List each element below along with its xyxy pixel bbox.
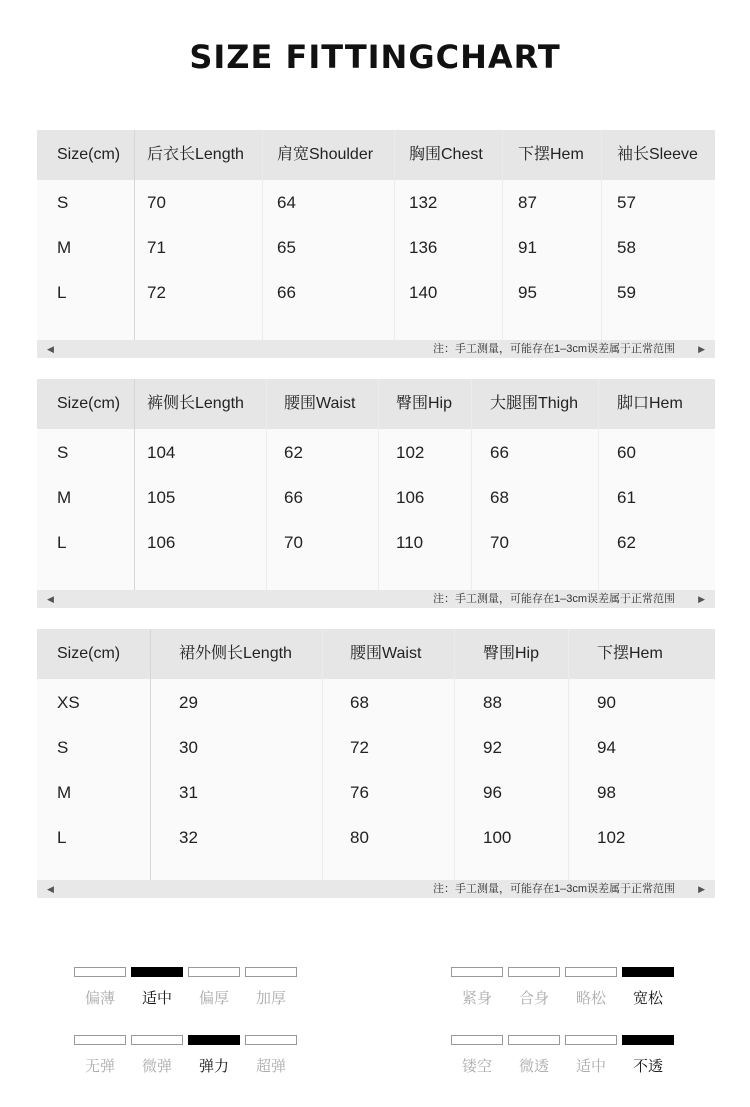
scale-label: 偏厚 (198, 990, 229, 1007)
scale-label: 不透 (632, 1058, 663, 1075)
scale-label: 适中 (575, 1058, 606, 1075)
column-divider (262, 130, 263, 340)
table-header (37, 629, 715, 679)
column-header: 袖长Sleeve (617, 146, 698, 163)
size-label: L (57, 283, 67, 302)
column-header: 大腿围Thigh (490, 395, 579, 412)
scale-segment (188, 1035, 240, 1045)
table-cell: 102 (597, 828, 626, 847)
table-cell: 106 (396, 488, 425, 507)
table-header (37, 379, 715, 429)
scale-segment (74, 1035, 126, 1045)
column-header: 下摆Hem (597, 645, 663, 662)
scale-segment (74, 967, 126, 977)
column-divider (471, 379, 472, 590)
table-cell: 57 (617, 193, 636, 212)
size-label: S (57, 738, 69, 757)
scale-segment (451, 1035, 503, 1045)
scroll-right-icon[interactable]: ▶ (698, 344, 705, 354)
table-cell: 66 (490, 443, 509, 462)
scale-segment (565, 967, 617, 977)
scroll-left-icon[interactable]: ◀ (47, 594, 54, 604)
horizontal-scrollbar[interactable] (37, 590, 715, 608)
scale-label: 紧身 (461, 990, 492, 1007)
column-divider (601, 130, 602, 340)
column-header: 臀围Hip (483, 645, 540, 662)
scale-label: 偏薄 (84, 990, 115, 1007)
table-header (37, 130, 715, 180)
column-divider (134, 130, 135, 340)
scale-label: 微弹 (141, 1058, 172, 1075)
size-table-tops (37, 130, 715, 358)
scroll-left-icon[interactable]: ◀ (47, 884, 54, 894)
table-cell: 70 (147, 193, 166, 212)
column-divider (266, 379, 267, 590)
size-label: M (57, 783, 72, 802)
table-cell: 66 (284, 488, 303, 507)
table-cell: 104 (147, 443, 176, 462)
scale-label: 微透 (518, 1058, 549, 1075)
column-header: 裙外侧长Length (179, 645, 292, 662)
table-cell: 92 (483, 738, 502, 757)
page-title: SIZE FITTINGCHART (189, 38, 561, 76)
table-cell: 64 (277, 193, 296, 212)
scale-label: 适中 (141, 990, 172, 1007)
table-cell: 72 (147, 283, 166, 302)
table-cell: 95 (518, 283, 537, 302)
column-divider (322, 629, 323, 880)
table-cell: 90 (597, 693, 616, 712)
column-divider (394, 130, 395, 340)
table-body (37, 429, 715, 590)
column-divider (134, 379, 135, 590)
scale-segment (565, 1035, 617, 1045)
table-cell: 80 (350, 828, 369, 847)
scale-segment (245, 967, 297, 977)
table-cell: 62 (617, 533, 636, 552)
scale-segment (188, 967, 240, 977)
table-cell: 30 (179, 738, 198, 757)
column-divider (378, 379, 379, 590)
scale-label: 合身 (518, 990, 549, 1007)
horizontal-scrollbar[interactable] (37, 880, 715, 898)
scale-label: 宽松 (632, 990, 663, 1007)
table-cell: 136 (409, 238, 438, 257)
horizontal-scrollbar[interactable] (37, 340, 715, 358)
table-cell: 88 (483, 693, 502, 712)
table-cell: 68 (490, 488, 509, 507)
scale-segment (508, 967, 560, 977)
column-header: Size(cm) (57, 395, 121, 412)
scroll-left-icon[interactable]: ◀ (47, 344, 54, 354)
column-header: 肩宽Shoulder (277, 146, 374, 163)
table-cell: 91 (518, 238, 537, 257)
measurement-note: 注：手工测量，可能存在1–3cm误差属于正常范围 (432, 593, 675, 605)
scale-label: 弹力 (198, 1058, 229, 1075)
table-cell: 70 (490, 533, 509, 552)
column-divider (502, 130, 503, 340)
scale-label: 无弹 (84, 1058, 115, 1075)
column-header: 裤侧长Length (147, 395, 244, 412)
table-cell: 31 (179, 783, 198, 802)
column-header: 下摆Hem (518, 146, 584, 163)
table-cell: 59 (617, 283, 636, 302)
size-label: L (57, 533, 67, 552)
column-header: 腰围Waist (350, 645, 422, 662)
table-cell: 102 (396, 443, 425, 462)
table-cell: 98 (597, 783, 616, 802)
scale-segment (451, 967, 503, 977)
scroll-right-icon[interactable]: ▶ (698, 594, 705, 604)
size-table-skirt (37, 629, 715, 898)
scale-segment (508, 1035, 560, 1045)
table-cell: 94 (597, 738, 616, 757)
size-table-pants (37, 379, 715, 608)
column-header: Size(cm) (57, 146, 121, 163)
table-cell: 96 (483, 783, 502, 802)
scale-segment (622, 967, 674, 977)
column-divider (598, 379, 599, 590)
size-label: S (57, 193, 69, 212)
column-header: 腰围Waist (284, 395, 356, 412)
table-cell: 65 (277, 238, 296, 257)
column-divider (568, 629, 569, 880)
table-cell: 71 (147, 238, 166, 257)
table-cell: 60 (617, 443, 636, 462)
column-header: 臀围Hip (396, 395, 453, 412)
table-cell: 29 (179, 693, 198, 712)
scale-segment (131, 1035, 183, 1045)
scale-label: 略松 (575, 990, 606, 1007)
scale-label: 超弹 (255, 1058, 286, 1075)
measurement-note: 注：手工测量，可能存在1–3cm误差属于正常范围 (432, 883, 675, 895)
table-cell: 140 (409, 283, 438, 302)
table-cell: 132 (409, 193, 438, 212)
scale-label: 镂空 (461, 1058, 492, 1075)
column-header: 胸围Chest (409, 146, 483, 163)
table-cell: 61 (617, 488, 636, 507)
table-cell: 68 (350, 693, 369, 712)
table-cell: 76 (350, 783, 369, 802)
size-label: L (57, 828, 67, 847)
table-cell: 87 (518, 193, 537, 212)
table-cell: 106 (147, 533, 176, 552)
size-label: S (57, 443, 69, 462)
table-cell: 32 (179, 828, 198, 847)
column-divider (150, 629, 151, 880)
scale-label: 加厚 (255, 990, 286, 1007)
table-cell: 70 (284, 533, 303, 552)
table-cell: 62 (284, 443, 303, 462)
size-label: M (57, 488, 72, 507)
table-cell: 110 (396, 533, 424, 552)
column-header: 后衣长Length (147, 146, 244, 163)
scale-segment (245, 1035, 297, 1045)
table-cell: 72 (350, 738, 369, 757)
measurement-note: 注：手工测量，可能存在1–3cm误差属于正常范围 (432, 343, 675, 355)
table-cell: 66 (277, 283, 296, 302)
size-label: M (57, 238, 72, 257)
table-cell: 100 (483, 828, 512, 847)
table-body (37, 180, 715, 340)
column-header: Size(cm) (57, 645, 121, 662)
size-label: XS (57, 693, 80, 712)
scale-segment (131, 967, 183, 977)
table-cell: 58 (617, 238, 636, 257)
table-cell: 105 (147, 488, 176, 507)
scroll-right-icon[interactable]: ▶ (698, 884, 705, 894)
table-body (37, 679, 715, 880)
column-header: 脚口Hem (617, 395, 683, 412)
scale-segment (622, 1035, 674, 1045)
column-divider (454, 629, 455, 880)
